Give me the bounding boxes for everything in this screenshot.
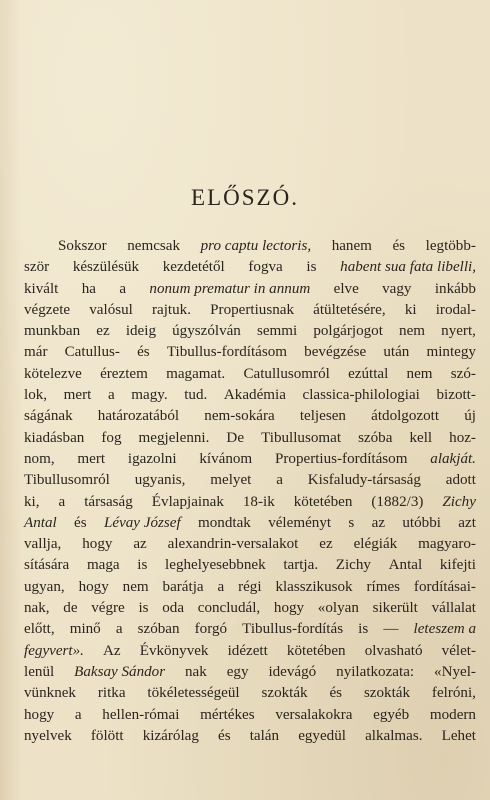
text-line xyxy=(24,236,476,257)
word: ezúttal xyxy=(348,365,389,382)
word: ságának xyxy=(24,408,73,425)
word: hogy xyxy=(273,600,305,617)
word: magamat. xyxy=(166,365,226,382)
word: «Nyel- xyxy=(434,663,476,680)
word: a xyxy=(74,706,82,723)
word: éreztem xyxy=(100,365,148,382)
word: De xyxy=(226,429,245,446)
word: és xyxy=(137,344,150,361)
word: fegyvert». xyxy=(24,642,84,659)
text-line xyxy=(24,705,476,726)
word: a xyxy=(115,621,123,638)
word: valósul xyxy=(89,301,133,318)
word: teljesen xyxy=(299,408,346,425)
word: átdolgozott xyxy=(371,408,440,425)
word: vállalat xyxy=(431,600,476,617)
word: és xyxy=(218,727,231,744)
word: Évkönyvek xyxy=(139,642,209,659)
word: mert xyxy=(77,450,106,467)
text-line xyxy=(24,683,476,704)
word: habent sua fata libelli, xyxy=(340,259,476,276)
text-line xyxy=(24,619,476,640)
word: kötetében xyxy=(286,642,346,659)
text-line xyxy=(24,449,476,470)
word: megjelenni. xyxy=(138,429,210,446)
word: maga xyxy=(86,557,120,574)
word: adott xyxy=(445,472,476,489)
word: Tibullus-fordításom xyxy=(166,344,288,361)
word: forgó xyxy=(194,621,228,638)
word: magy. xyxy=(131,387,168,404)
word: is xyxy=(137,557,148,574)
word: ször xyxy=(24,259,50,276)
word: pro captu lectoris, xyxy=(200,238,312,254)
word: végzete xyxy=(24,301,71,318)
word: úgyszólván xyxy=(172,323,241,340)
word: Catullus- xyxy=(64,344,120,361)
word: egy xyxy=(226,663,249,680)
word: készülésük xyxy=(72,259,140,276)
word: ugyanis, xyxy=(134,472,186,489)
text-line xyxy=(24,492,476,513)
word: de xyxy=(63,600,78,617)
word: Lévay József xyxy=(103,514,181,531)
word: Antal xyxy=(388,557,423,574)
word: tökéletességeül xyxy=(147,685,240,702)
word: ez xyxy=(319,536,333,553)
word: alexandrin-versalakot xyxy=(167,536,299,553)
text-line xyxy=(24,342,476,363)
word: ez xyxy=(96,323,110,340)
word: nem xyxy=(122,578,149,595)
word: Lehet xyxy=(441,727,476,744)
word: elégiák xyxy=(353,536,398,553)
word: bevégzése xyxy=(304,344,367,361)
word: is xyxy=(306,259,317,276)
word: hogy xyxy=(78,578,109,595)
word: hogy xyxy=(24,706,55,723)
word: polgárjogot xyxy=(313,323,383,340)
word: egyedül xyxy=(298,727,346,744)
word: Baksay Sándor xyxy=(74,663,166,680)
word: Catullusomról xyxy=(243,365,330,382)
word: Az xyxy=(103,642,121,659)
text-line xyxy=(24,364,476,385)
word: után xyxy=(383,344,410,361)
word: s xyxy=(348,514,355,531)
word: olvasható xyxy=(364,642,423,659)
word: mert xyxy=(63,387,92,404)
word: talán xyxy=(249,727,280,744)
word: nemcsak xyxy=(127,238,181,254)
word: — xyxy=(383,621,399,638)
text-line xyxy=(24,662,476,683)
word: minő xyxy=(69,621,101,638)
word: nem xyxy=(399,323,426,340)
word: kizárólag xyxy=(142,727,199,744)
text-line xyxy=(24,726,476,747)
word: hoz- xyxy=(449,429,476,446)
word: az xyxy=(371,514,386,531)
word: klasszikusok xyxy=(275,578,353,595)
text-line xyxy=(24,279,476,300)
word: Antal xyxy=(24,514,57,531)
word: Akadémia xyxy=(223,387,286,404)
word: alkalmas. xyxy=(365,727,423,744)
word: nem xyxy=(406,365,433,382)
text-line xyxy=(24,534,476,555)
word: és xyxy=(392,238,406,254)
word: utóbbi xyxy=(402,514,441,531)
word: Zichy xyxy=(335,557,371,574)
word: és xyxy=(329,685,343,702)
word: hellen-római xyxy=(102,706,180,723)
word: tud. xyxy=(184,387,208,404)
word: az xyxy=(133,536,147,553)
word: igazolni xyxy=(127,450,177,467)
word: ha xyxy=(81,280,96,297)
word: szokták xyxy=(363,685,411,702)
word: társaság xyxy=(84,493,133,510)
word: leghelyesebbnek xyxy=(165,557,266,574)
word: a xyxy=(217,578,225,595)
word: felróni, xyxy=(431,685,476,702)
word: classica-philologiai xyxy=(302,387,420,404)
word: oda xyxy=(162,600,185,617)
word: kötelezve xyxy=(24,365,82,382)
word: idevágó xyxy=(268,663,317,680)
word: irodal- xyxy=(435,301,476,318)
word: leteszem a xyxy=(413,621,476,638)
word: előtt, xyxy=(24,621,55,638)
word: rímes xyxy=(366,578,401,595)
word: a xyxy=(119,280,127,297)
word: sikerült xyxy=(372,600,418,617)
word: melyet xyxy=(210,472,252,489)
word: kezdetétől xyxy=(162,259,225,276)
text-line xyxy=(24,385,476,406)
word: Évlapjainak xyxy=(151,493,224,510)
word: idézett xyxy=(227,642,268,659)
word: inkább xyxy=(434,280,476,297)
word: 18-ik xyxy=(242,493,275,510)
word: munkban xyxy=(24,323,81,340)
word: egyéb xyxy=(373,706,410,723)
word: nem-sokára xyxy=(204,408,275,425)
page-title: ELŐSZÓ. xyxy=(191,185,299,210)
word: nom, xyxy=(24,450,55,467)
word: Propertiusnak xyxy=(210,301,294,318)
word: határozatából xyxy=(97,408,180,425)
word: kötetében xyxy=(293,493,353,510)
word: szó- xyxy=(450,365,476,382)
word: már xyxy=(24,344,48,361)
word: kívánom xyxy=(199,450,253,467)
word: hanem xyxy=(331,238,372,254)
word: új xyxy=(464,408,476,425)
word: a xyxy=(58,493,66,510)
word: tartja. xyxy=(283,557,319,574)
word: nak xyxy=(185,663,207,680)
word: Kisfaludy-társaság xyxy=(307,472,421,489)
word: Sokszor xyxy=(58,238,107,254)
word: nonum prematur in annum xyxy=(149,280,311,297)
word: rajtuk. xyxy=(152,301,191,318)
word: lok, xyxy=(24,387,48,404)
word: is xyxy=(138,600,149,617)
word: kifejti xyxy=(439,557,476,574)
word: sítására xyxy=(24,557,70,574)
text-line xyxy=(24,300,476,321)
text-line xyxy=(24,555,476,576)
word: szokták xyxy=(261,685,308,702)
word: fog xyxy=(101,429,122,446)
word: ugyan, xyxy=(24,578,65,595)
word: a xyxy=(107,387,115,404)
word: Tibullusomat xyxy=(261,429,342,446)
word: nyilatkozata: xyxy=(336,663,415,680)
word: Tibullus-fordítás xyxy=(242,621,344,638)
word: kiadásban xyxy=(24,429,85,446)
body-text xyxy=(24,236,476,747)
word: ki, xyxy=(24,493,40,510)
word: Tibullusomról xyxy=(24,472,110,489)
word: nyelvek xyxy=(24,727,72,744)
text-line xyxy=(24,577,476,598)
word: ritka xyxy=(97,685,126,702)
text-line xyxy=(24,641,476,662)
word: vallja, xyxy=(24,536,62,553)
text-line xyxy=(24,428,476,449)
word: kivált xyxy=(24,280,59,297)
word: bizott- xyxy=(436,387,476,404)
word: Zichy xyxy=(442,493,476,510)
word: vünknek xyxy=(24,685,76,702)
word: Propertius-fordításom xyxy=(274,450,408,467)
word: fogva xyxy=(248,259,283,276)
word: elve xyxy=(333,280,359,297)
word: végre xyxy=(91,600,125,617)
text-line xyxy=(24,470,476,491)
word: ki xyxy=(404,301,417,318)
word: concludál, xyxy=(197,600,261,617)
word: szóban xyxy=(137,621,180,638)
word: fordításai- xyxy=(413,578,476,595)
word: mondtak xyxy=(198,514,251,531)
word: barátja xyxy=(162,578,204,595)
word: azt xyxy=(458,514,476,531)
word: is xyxy=(358,621,369,638)
text-line xyxy=(24,598,476,619)
word: semmi xyxy=(256,323,298,340)
word: átültetésére, xyxy=(313,301,386,318)
text-line xyxy=(24,257,476,278)
text-line xyxy=(24,406,476,427)
word: «olyan xyxy=(317,600,359,617)
word: vélet- xyxy=(441,642,476,659)
word: magyaro- xyxy=(418,536,476,553)
word: lenül xyxy=(24,663,55,680)
word: a xyxy=(276,472,283,489)
word: fölött xyxy=(90,727,124,744)
word: legtöbb- xyxy=(425,238,476,254)
word: szóba xyxy=(358,429,393,446)
word: modern xyxy=(429,706,476,723)
word: mértékes xyxy=(200,706,255,723)
word: hogy xyxy=(82,536,113,553)
word: és xyxy=(74,514,87,531)
text-line xyxy=(24,321,476,342)
word: versalakokra xyxy=(275,706,353,723)
word: mintegy xyxy=(426,344,476,361)
text-line xyxy=(24,513,476,534)
word: (1882/3) xyxy=(371,493,424,510)
word: ideig xyxy=(125,323,156,340)
word: nyert, xyxy=(441,323,476,340)
word: alakját. xyxy=(430,450,476,467)
word: régi xyxy=(238,578,262,595)
word: nak, xyxy=(24,600,50,617)
word: vagy xyxy=(382,280,412,297)
word: véleményt xyxy=(268,514,332,531)
word: kell xyxy=(409,429,433,446)
